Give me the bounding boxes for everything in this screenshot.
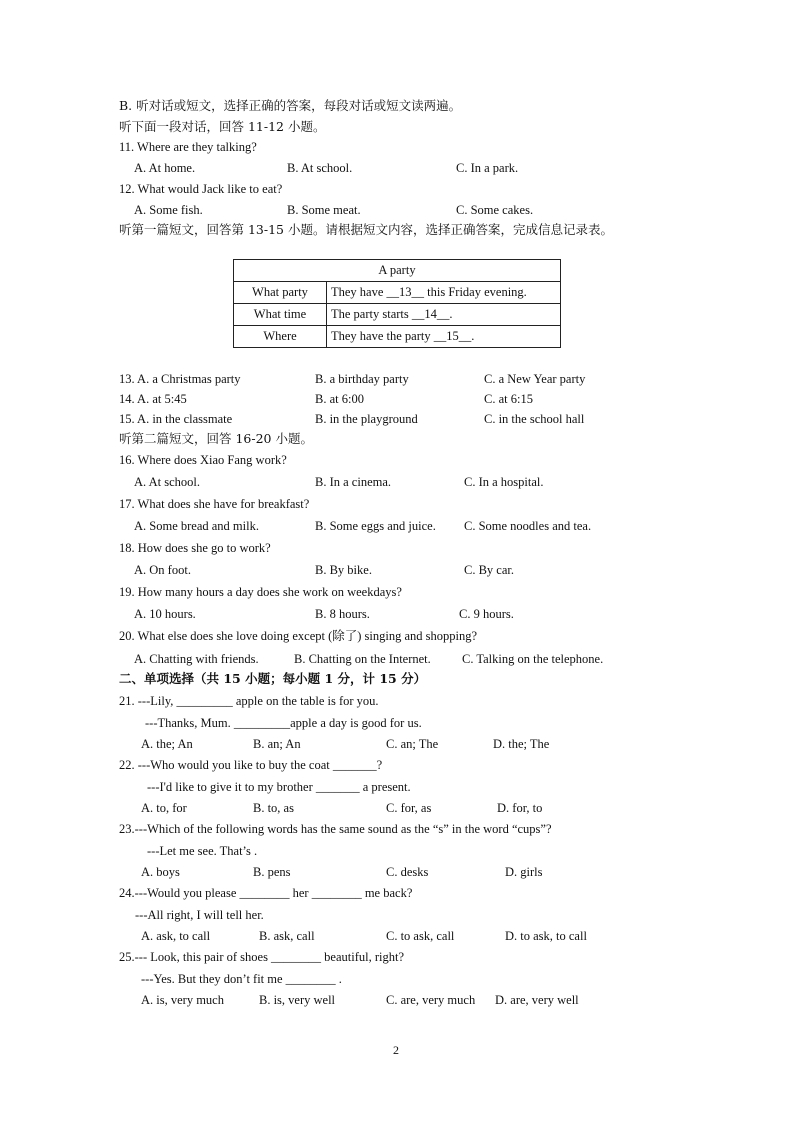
question-24: 24.---Would you please ________ her ________ me back? <box>119 886 413 900</box>
section-2-heading: 二、单项选择（共 15 小题；每小题 1 分，计 15 分） <box>119 671 427 686</box>
question-17: 17. What does she have for breakfast? <box>119 497 310 511</box>
q13-option-c: C. a New Year party <box>484 372 586 386</box>
question-21: 21. ---Lily, _________ apple on the table is for you. <box>119 694 379 708</box>
q21-option-c: C. an; The <box>386 737 439 751</box>
q24-option-c: C. to ask, call <box>386 929 455 943</box>
q18-option-c: C. By car. <box>464 563 514 577</box>
question-15: 15. A. in the classmate <box>119 412 233 426</box>
table-row-value: They have the party __15__. <box>327 326 561 348</box>
q24-option-a: A. ask, to call <box>141 929 211 943</box>
q25-option-a: A. is, very much <box>141 993 224 1007</box>
table-row-value: The party starts __14__. <box>327 304 561 326</box>
q15-option-c: C. in the school hall <box>484 412 585 426</box>
table-row-label: Where <box>234 326 327 348</box>
question-23-response: ---Let me see. That’s . <box>147 844 258 858</box>
passage-1-intro: 听第一篇短文，回答第 13-15 小题。请根据短文内容，选择正确答案，完成信息记录表。 <box>119 222 613 237</box>
q22-option-c: C. for, as <box>386 801 432 815</box>
q18-option-a: A. On foot. <box>134 563 191 577</box>
question-22: 22. ---Who would you like to buy the coat _______? <box>119 758 383 772</box>
q16-option-c: C. In a hospital. <box>464 475 544 489</box>
question-20: 20. What else does she love doing except (除了) singing and shopping? <box>119 629 478 643</box>
section-b-heading: B. 听对话或短文，选择正确的答案，每段对话或短文读两遍。 <box>119 98 462 113</box>
q16-option-b: B. In a cinema. <box>315 475 392 489</box>
q25-option-b: B. is, very well <box>259 993 336 1007</box>
question-18: 18. How does she go to work? <box>119 541 271 555</box>
q22-option-d: D. for, to <box>497 801 543 815</box>
q24-option-d: D. to ask, to call <box>505 929 587 943</box>
q14-option-c: C. at 6:15 <box>484 392 533 406</box>
q23-option-b: B. pens <box>253 865 291 879</box>
section-b-intro: 听下面一段对话，回答 11-12 小题。 <box>119 119 326 134</box>
question-19: 19. How many hours a day does she work on weekdays? <box>119 585 402 599</box>
question-11: 11. Where are they talking? <box>119 140 257 154</box>
q11-option-b: B. At school. <box>287 161 353 175</box>
table-title: A party <box>234 260 561 282</box>
q22-option-b: B. to, as <box>253 801 294 815</box>
q17-option-a: A. Some bread and milk. <box>134 519 259 533</box>
q16-option-a: A. At school. <box>134 475 200 489</box>
q11-option-a: A. At home. <box>134 161 196 175</box>
party-info-table <box>233 259 561 348</box>
q20-option-c: C. Talking on the telephone. <box>462 652 604 666</box>
q25-option-c: C. are, very much <box>386 993 476 1007</box>
table-row-label: What time <box>234 304 327 326</box>
q15-option-b: B. in the playground <box>315 412 418 426</box>
question-13: 13. A. a Christmas party <box>119 372 241 386</box>
q20-option-a: A. Chatting with friends. <box>134 652 259 666</box>
q19-option-a: A. 10 hours. <box>134 607 196 621</box>
q19-option-c: C. 9 hours. <box>459 607 514 621</box>
question-12: 12. What would Jack like to eat? <box>119 182 283 196</box>
q21-option-b: B. an; An <box>253 737 301 751</box>
q20-option-b: B. Chatting on the Internet. <box>294 652 431 666</box>
q14-option-b: B. at 6:00 <box>315 392 364 406</box>
question-16: 16. Where does Xiao Fang work? <box>119 453 287 467</box>
q23-option-c: C. desks <box>386 865 429 879</box>
q12-option-a: A. Some fish. <box>134 203 203 217</box>
q23-option-d: D. girls <box>505 865 543 879</box>
q18-option-b: B. By bike. <box>315 563 372 577</box>
q17-option-b: B. Some eggs and juice. <box>315 519 436 533</box>
question-25: 25.--- Look, this pair of shoes ________ beautiful, right? <box>119 950 405 964</box>
passage-2-intro: 听第二篇短文，回答 16-20 小题。 <box>119 431 313 446</box>
question-23: 23.---Which of the following words has the same sound as the “s” in the word “cups”? <box>119 822 552 836</box>
q12-option-b: B. Some meat. <box>287 203 361 217</box>
q17-option-c: C. Some noodles and tea. <box>464 519 592 533</box>
question-14: 14. A. at 5:45 <box>119 392 187 406</box>
q19-option-b: B. 8 hours. <box>315 607 370 621</box>
table-row-label: What party <box>234 282 327 304</box>
q23-option-a: A. boys <box>141 865 180 879</box>
page-number: 2 <box>393 1043 399 1057</box>
q24-option-b: B. ask, call <box>259 929 315 943</box>
question-24-response: ---All right, I will tell her. <box>135 908 264 922</box>
q21-option-d: D. the; The <box>493 737 550 751</box>
q22-option-a: A. to, for <box>141 801 187 815</box>
question-22-response: ---I'd like to give it to my brother _______ a present. <box>147 780 411 794</box>
q13-option-b: B. a birthday party <box>315 372 409 386</box>
q12-option-c: C. Some cakes. <box>456 203 534 217</box>
question-21-response: ---Thanks, Mum. _________apple a day is good for us. <box>145 716 422 730</box>
q25-option-d: D. are, very well <box>495 993 579 1007</box>
q21-option-a: A. the; An <box>141 737 193 751</box>
question-25-response: ---Yes. But they don’t fit me ________ . <box>141 972 342 986</box>
table-row-value: They have __13__ this Friday evening. <box>327 282 561 304</box>
q11-option-c: C. In a park. <box>456 161 519 175</box>
